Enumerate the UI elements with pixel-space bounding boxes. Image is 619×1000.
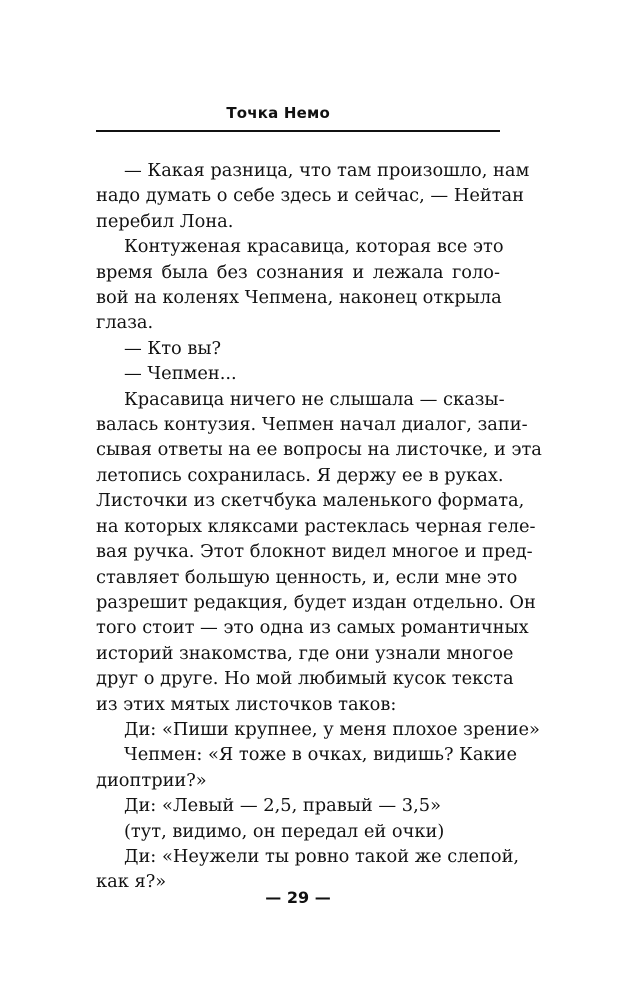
text-line: Ди: «Пиши крупнее, у меня плохое зрение»: [124, 718, 540, 740]
text-line: Ди: «Неужели ты ровно такой же слепой,: [124, 845, 520, 867]
text-line: — Какая разница, что там произошло, нам: [124, 160, 530, 181]
paragraph: [96, 158, 530, 234]
page-number: — 29 —: [265, 888, 331, 907]
paragraph: [96, 387, 542, 717]
text-line: перебил Лона.: [96, 210, 234, 232]
text-line: из этих мятых листочков таков:: [96, 693, 397, 715]
running-head: [96, 104, 500, 122]
paragraph: [96, 234, 504, 336]
text-line: Контуженая красавица, которая все это: [124, 236, 504, 258]
text-line: ставляет большую ценность, и, если мне это: [96, 566, 518, 588]
text-line: летопись сохранилась. Я держу ее в руках.: [96, 464, 504, 486]
text-line: время была без сознания и лежала голо-: [96, 261, 500, 283]
text-line: вой на коленях Чепмена, наконец открыла: [96, 287, 502, 309]
text-line: на которых кляксами растеклась черная геле-: [96, 515, 536, 537]
text-line: разрешит редакция, будет издан отдельно. Он: [96, 591, 536, 613]
paragraph: [96, 336, 500, 361]
text-line: — Чепмен...: [124, 363, 237, 385]
paragraph: [96, 742, 518, 793]
text-line: валась контузия. Чепмен начал диалог, запи-: [96, 414, 528, 436]
text-line: — Кто вы?: [124, 337, 222, 359]
text-line: как я?»: [96, 871, 167, 893]
text-line: друг о друге. Но мой любимый кусок текста: [96, 668, 514, 690]
text-line: Чепмен: «Я тоже в очках, видишь? Какие: [124, 744, 518, 766]
paragraph: [96, 717, 540, 742]
paragraph: [96, 361, 500, 386]
header-rule: [96, 130, 500, 132]
body-text: [96, 158, 542, 895]
text-line: вая ручка. Этот блокнот видел многое и пред-: [96, 541, 533, 563]
text-line: историй знакомства, где они узнали многое: [96, 642, 514, 664]
text-line: Листочки из скетчбука маленького формата,: [96, 490, 525, 512]
text-line: (тут, видимо, он передал ей очки): [124, 820, 445, 842]
paragraph: [96, 819, 500, 844]
running-title: Точка Немо: [226, 104, 330, 122]
text-line: надо думать о себе здесь и сейчас, — Нейтан: [96, 185, 525, 207]
text-line: диоптрии?»: [96, 769, 207, 791]
text-line: сывая ответы на ее вопросы на листочке, и эта: [96, 439, 542, 461]
text-line: Ди: «Левый — 2,5, правый — 3,5»: [124, 795, 441, 817]
text-line: того стоит — это одна из самых романтичных: [96, 617, 529, 639]
paragraph: [96, 793, 500, 818]
text-line: Красавица ничего не слышала — сказы-: [124, 388, 505, 410]
text-line: глаза.: [96, 312, 154, 334]
